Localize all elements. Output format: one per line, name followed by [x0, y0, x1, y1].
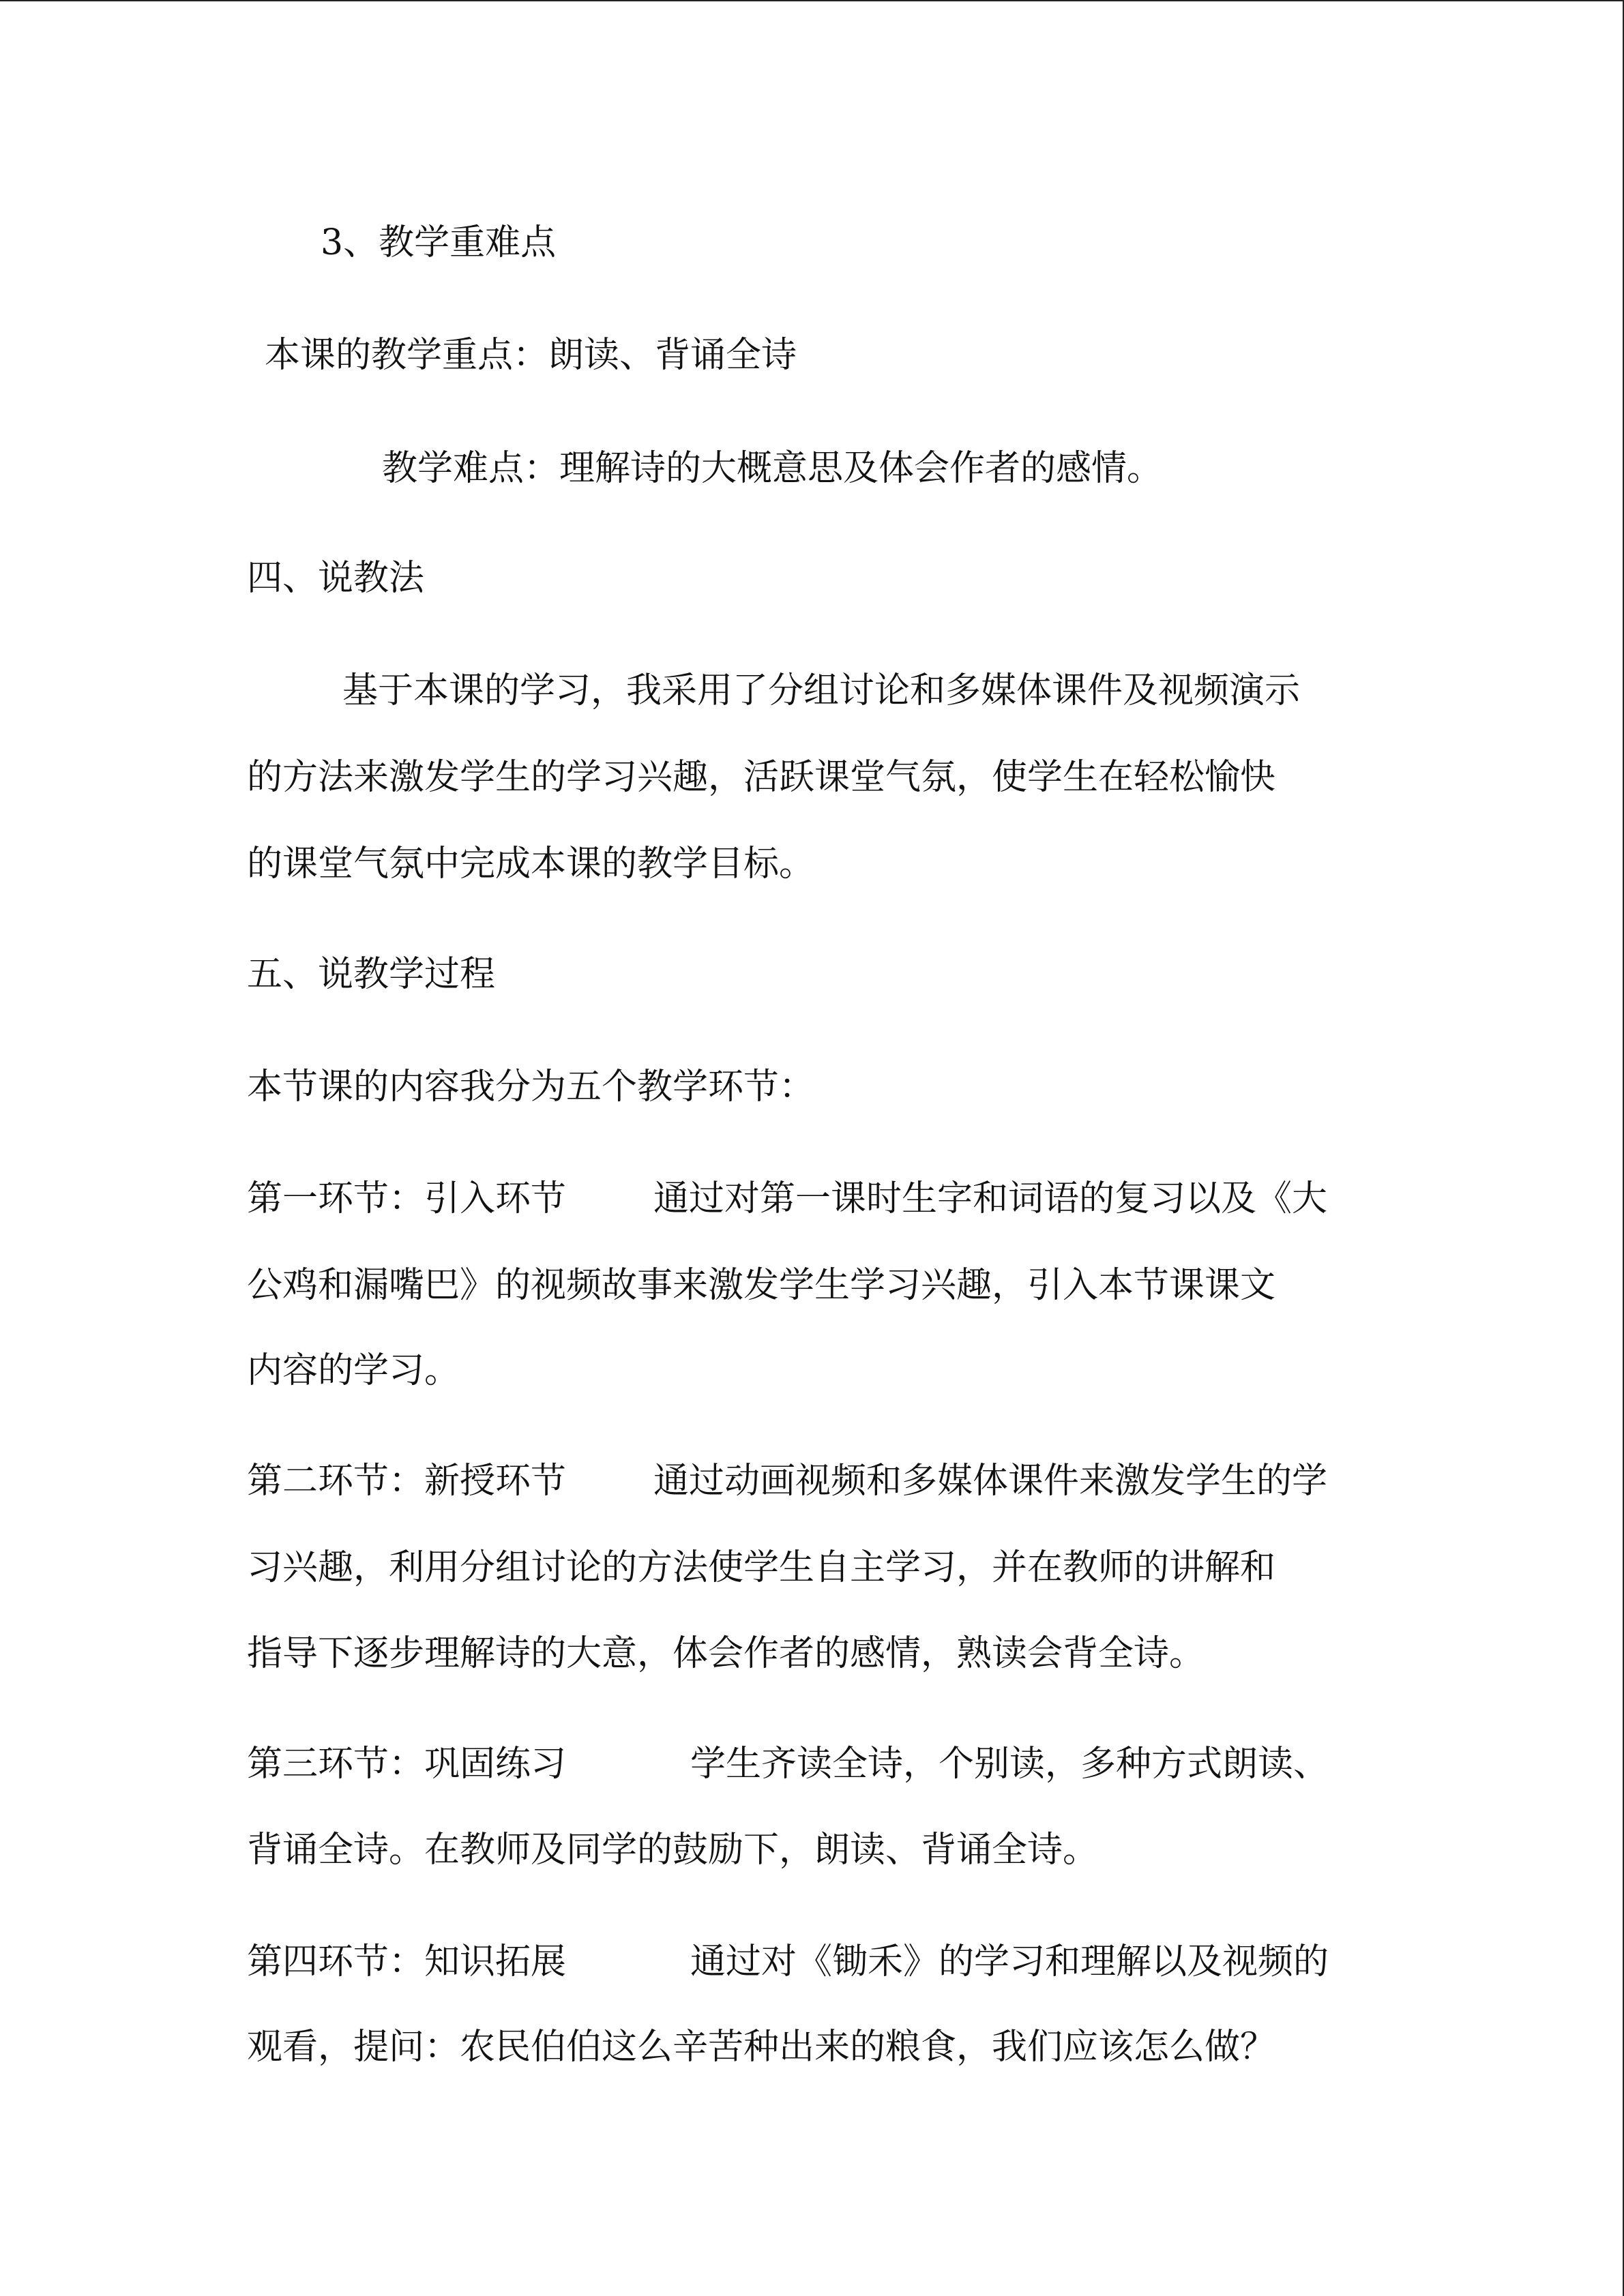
stage4-text-1: 通过对《锄禾》的学习和理解以及视频的 [690, 1941, 1329, 1982]
section5-intro: 本节课的内容我分为五个教学环节： [247, 1067, 815, 1107]
stage2-text-1: 通过动画视频和多媒体课件来激发学生的学 [653, 1461, 1328, 1502]
stage1-text-2: 公鸡和漏嘴巴》的视频故事来激发学生学习兴趣，引入本节课课文 [247, 1265, 1276, 1306]
stage1-text-3: 内容的学习。 [247, 1350, 460, 1391]
stage4-text-2: 观看，提问：农民伯伯这么辛苦种出来的粮食，我们应该怎么做？ [247, 2027, 1276, 2068]
stage4-label: 第四环节：知识拓展 [247, 1941, 567, 1982]
stage2-label: 第二环节：新授环节 [247, 1461, 567, 1502]
stage1-label: 第一环节：引入环节 [247, 1178, 567, 1219]
section4-para-text-2: 的方法来激发学生的学习兴趣，活跃课堂气氛，使学生在轻松愉快 [247, 757, 1276, 798]
section4-heading: 四、说教法 [247, 558, 425, 599]
stage3-text-1: 学生齐读全诗，个别读，多种方式朗读、 [690, 1744, 1329, 1785]
section4-para-text-1: 基于本课的学习，我采用了分组讨论和多媒体课件及视频演示 [342, 670, 1301, 711]
section5-heading: 五、说教学过程 [247, 954, 496, 995]
section3-heading: 3、教学重难点 [321, 222, 557, 263]
stage3-label: 第三环节：巩固练习 [247, 1744, 567, 1785]
stage3-text-2: 背诵全诗。在教师及同学的鼓励下，朗读、背诵全诗。 [247, 1830, 1099, 1870]
section4-para-text-3: 的课堂气氛中完成本课的教学目标。 [247, 844, 815, 884]
difficulty-text: 教学难点：理解诗的大概意思及体会作者的感情。 [382, 448, 1163, 489]
key-point-text: 本课的教学重点：朗读、背诵全诗 [265, 335, 797, 376]
stage2-text-2: 习兴趣，利用分组讨论的方法使学生自主学习，并在教师的讲解和 [247, 1547, 1276, 1588]
stage2-text-3: 指导下逐步理解诗的大意，体会作者的感情，熟读会背全诗。 [247, 1633, 1205, 1674]
stage1-text-1: 通过对第一课时生字和词语的复习以及《大 [653, 1178, 1328, 1219]
